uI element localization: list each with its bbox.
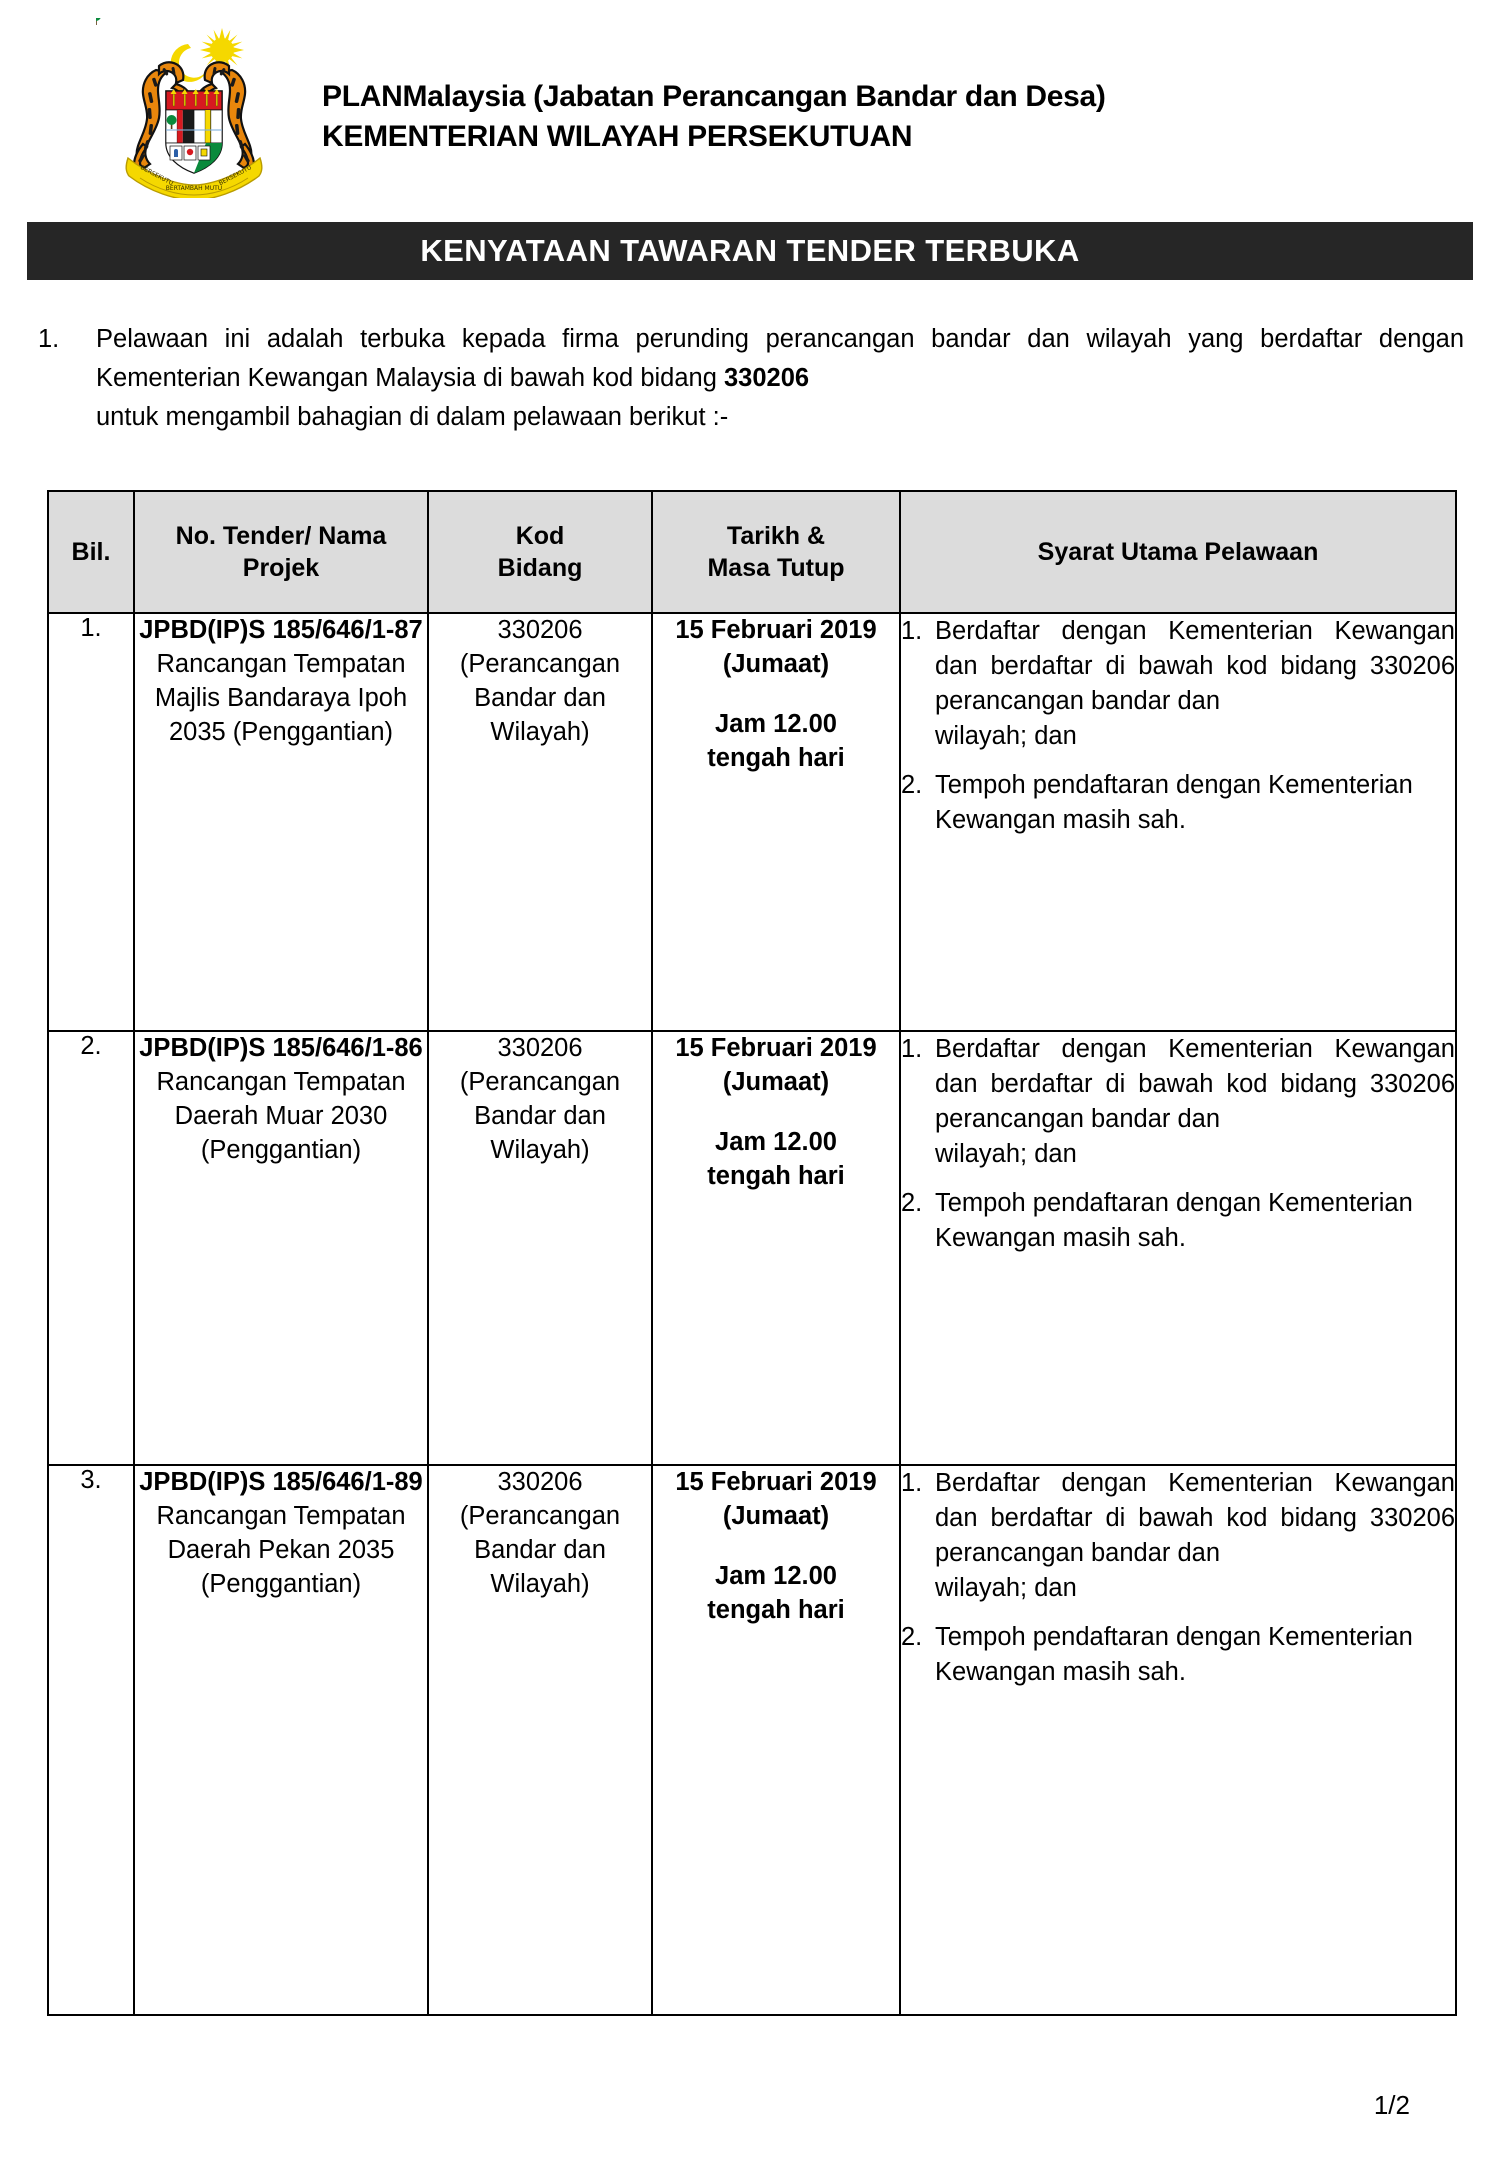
intro-text-part2: untuk mengambil bahagian di dalam pelawaan berikut :- [96, 402, 729, 431]
condition-text-last: Kewangan masih sah. [935, 1657, 1186, 1686]
page-footer [0, 2090, 1500, 2121]
tender-table [47, 490, 1457, 2016]
kod-code: 330206 [497, 616, 583, 644]
intro-text [96, 320, 1464, 436]
closing-date: 15 Februari 2019 [675, 1034, 877, 1062]
intro-number: 1. [38, 325, 60, 353]
project-name: Rancangan Tempatan Daerah Muar 2030 (Penggantian) [156, 1067, 406, 1164]
row-kod-bidang [428, 613, 652, 1031]
row-tender-project [134, 1031, 428, 1465]
condition-text-last: wilayah; dan [935, 1573, 1077, 1602]
condition-item [901, 1620, 1455, 1690]
table-row [48, 1031, 1456, 1465]
tender-number: JPBD(IP)S 185/646/1-87 [139, 616, 423, 644]
row-conditions [900, 1465, 1456, 2015]
condition-item [901, 1186, 1455, 1256]
column-header-nama-projek-line2: Projek [242, 554, 320, 582]
svg-text:BERTAMBAH MUTU: BERTAMBAH MUTU [165, 185, 223, 192]
row-number: 2. [48, 1031, 134, 1465]
page-number: 1/2 [1373, 2090, 1410, 2120]
row-number: 1. [48, 613, 134, 1031]
kod-code: 330206 [497, 1468, 583, 1496]
tender-number: JPBD(IP)S 185/646/1-86 [139, 1034, 423, 1062]
column-header-nama-projek [134, 491, 428, 613]
row-closing-date [652, 1031, 900, 1465]
kod-description: (Perancangan Bandar dan Wilayah) [459, 1067, 621, 1164]
condition-number: 2. [901, 770, 923, 799]
closing-time-line1: Jam 12.00 [715, 709, 837, 738]
condition-text-last: wilayah; dan [935, 721, 1077, 750]
condition-number: 1. [901, 1035, 923, 1063]
column-header-bil: Bil. [48, 491, 134, 613]
table-row [48, 1465, 1456, 2015]
row-number: 3. [48, 1465, 134, 2015]
closing-time-line2: tengah hari [707, 1161, 845, 1190]
row-closing-date [652, 1465, 900, 2015]
row-tender-project [134, 613, 428, 1031]
svg-text:BERSEKUTU: BERSEKUTU [139, 164, 175, 188]
condition-text-last: wilayah; dan [935, 1139, 1077, 1168]
kod-description: (Perancangan Bandar dan Wilayah) [459, 1501, 621, 1598]
condition-text-body: Tempoh pendaftaran dengan Kementerian [935, 1622, 1413, 1651]
spacer [653, 1100, 899, 1126]
condition-text [935, 1620, 1455, 1690]
closing-time-line1: Jam 12.00 [715, 1561, 837, 1590]
condition-number: 2. [901, 1622, 923, 1651]
closing-date: 15 Februari 2019 [675, 616, 877, 644]
condition-item [901, 768, 1455, 838]
condition-text-last: Kewangan masih sah. [935, 1223, 1186, 1252]
closing-day: (Jumaat) [722, 1501, 830, 1530]
row-conditions [900, 1031, 1456, 1465]
intro-code-bold: 330206 [724, 363, 810, 392]
condition-text-body: Tempoh pendaftaran dengan Kementerian [935, 1188, 1413, 1217]
org-name-line2: KEMENTERIAN WILAYAH PERSEKUTUAN [322, 120, 913, 153]
closing-time-line2: tengah hari [707, 743, 845, 772]
closing-date: 15 Februari 2019 [675, 1468, 877, 1496]
row-closing-date [652, 613, 900, 1031]
spacer [653, 682, 899, 708]
column-header-tarikh-line2: Masa Tutup [707, 554, 845, 582]
malaysia-coat-of-arms-icon [96, 18, 292, 198]
condition-text-body: Berdaftar dengan Kementerian Kewangan dan berdaftar di bawah kod bidang 330206 perancangan bandar dan [935, 1469, 1455, 1567]
column-header-kod-line2: Bidang [497, 554, 583, 582]
row-kod-bidang [428, 1031, 652, 1465]
project-name: Rancangan Tempatan Majlis Bandaraya Ipoh 2035 (Penggantian) [154, 649, 408, 746]
intro-text-part1: Pelawaan ini adalah terbuka kepada firma perunding perancangan bandar dan wilayah yang berdaftar dengan Kementerian Kewangan Malaysia di bawah kod bidang [96, 325, 1464, 392]
row-conditions [900, 613, 1456, 1031]
project-name: Rancangan Tempatan Daerah Pekan 2035 (Penggantian) [156, 1501, 406, 1598]
tender-title-banner [27, 222, 1473, 280]
kod-description: (Perancangan Bandar dan Wilayah) [459, 649, 621, 746]
organisation-title-block [322, 59, 1106, 156]
column-header-syarat: Syarat Utama Pelawaan [900, 491, 1456, 613]
condition-text [935, 1186, 1455, 1256]
intro-paragraph [36, 320, 1464, 436]
org-name-line1: PLANMalaysia (Jabatan Perancangan Bandar dan Desa) [322, 80, 1106, 114]
closing-time-line1: Jam 12.00 [715, 1127, 837, 1156]
condition-text [935, 614, 1455, 754]
condition-text-last: Kewangan masih sah. [935, 805, 1186, 834]
tender-number: JPBD(IP)S 185/646/1-89 [139, 1468, 423, 1496]
condition-item [901, 1032, 1455, 1172]
row-tender-project [134, 1465, 428, 2015]
svg-text:BERSEKUTU: BERSEKUTU [217, 164, 253, 188]
condition-number: 1. [901, 1469, 923, 1497]
column-header-tarikh-masa [652, 491, 900, 613]
condition-number: 1. [901, 617, 923, 645]
condition-text [935, 1032, 1455, 1172]
condition-text [935, 1466, 1455, 1606]
condition-text-body: Berdaftar dengan Kementerian Kewangan dan berdaftar di bawah kod bidang 330206 perancangan bandar dan [935, 1035, 1455, 1133]
closing-time-line2: tengah hari [707, 1595, 845, 1624]
closing-day: (Jumaat) [722, 649, 830, 678]
column-header-nama-projek-line1: No. Tender/ Nama [175, 522, 387, 550]
table-row [48, 613, 1456, 1031]
tender-table-wrapper [47, 490, 1455, 2016]
closing-day: (Jumaat) [722, 1067, 830, 1096]
spacer [653, 1534, 899, 1560]
banner-title-text: KENYATAAN TAWARAN TENDER TERBUKA [420, 233, 1080, 268]
condition-number: 2. [901, 1188, 923, 1217]
condition-item [901, 1466, 1455, 1606]
kod-code: 330206 [497, 1034, 583, 1062]
column-header-tarikh-line1: Tarikh & [726, 522, 826, 550]
row-kod-bidang [428, 1465, 652, 2015]
condition-text [935, 768, 1455, 838]
column-header-kod-bidang [428, 491, 652, 613]
table-header-row [48, 491, 1456, 613]
condition-item [901, 614, 1455, 754]
condition-text-body: Tempoh pendaftaran dengan Kementerian [935, 770, 1413, 799]
column-header-kod-line1: Kod [515, 522, 565, 550]
document-header [0, 0, 1500, 200]
condition-text-body: Berdaftar dengan Kementerian Kewangan dan berdaftar di bawah kod bidang 330206 perancangan bandar dan [935, 617, 1455, 715]
